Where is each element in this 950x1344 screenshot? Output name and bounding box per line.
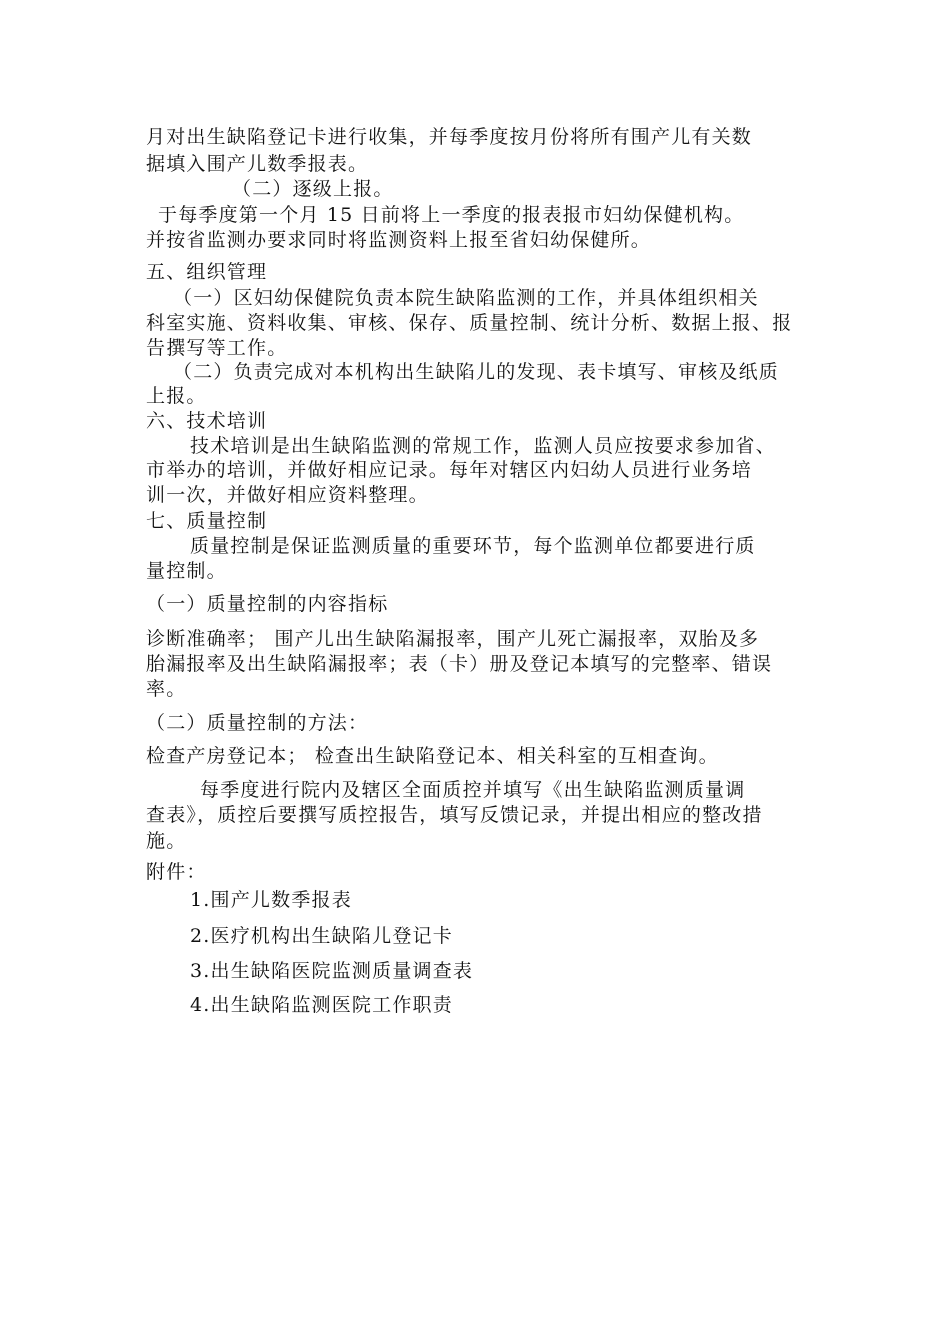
text-line: 查表》，质控后要撰写质控报告，填写反馈记录，并提出相应的整改措	[146, 804, 763, 826]
text-line: 据填入围产儿数季报表。	[146, 153, 369, 175]
text-line: 上报。	[146, 385, 207, 407]
attachment-item: 1.围产儿数季报表	[190, 889, 352, 911]
section-heading: 七、质量控制	[146, 510, 268, 532]
text-line: 每季度进行院内及辖区全面质控并填写《出生缺陷监测质量调	[200, 779, 746, 801]
text-line: 技术培训是出生缺陷监测的常规工作，监测人员应按要求参加省、	[190, 435, 776, 457]
attachment-item: 4.出生缺陷监测医院工作职责	[190, 994, 453, 1016]
text-line: （二）负责完成对本机构出生缺陷儿的发现、表卡填写、审核及纸质	[173, 361, 780, 383]
text-line: 检查产房登记本； 检查出生缺陷登记本、相关科室的互相查询。	[146, 745, 719, 767]
text-line: （一）区妇幼保健院负责本院生缺陷监测的工作，并具体组织相关	[173, 287, 759, 309]
attachment-item: 2.医疗机构出生缺陷儿登记卡	[190, 925, 453, 947]
text-line: 市举办的培训，并做好相应记录。每年对辖区内妇幼人员进行业务培	[146, 459, 753, 481]
text-line: 并按省监测办要求同时将监测资料上报至省妇幼保健所。	[146, 229, 652, 251]
text-line: 诊断准确率； 围产儿出生缺陷漏报率，围产儿死亡漏报率，双胎及多	[146, 628, 760, 650]
text-line: 质量控制是保证监测质量的重要环节，每个监测单位都要进行质	[190, 535, 756, 557]
text-line: 率。	[146, 678, 187, 700]
text-line: 于每季度第一个月 15 日前将上一季度的报表报市妇幼保健机构。	[158, 204, 745, 226]
text-line: 胎漏报率及出生缺陷漏报率；表（卡）册及登记本填写的完整率、错误	[146, 653, 773, 675]
section-heading: 五、组织管理	[146, 261, 268, 283]
text-line: 施。	[146, 830, 187, 852]
text-line: 量控制。	[146, 560, 227, 582]
text-line: 科室实施、资料收集、审核、保存、质量控制、统计分析、数据上报、报	[146, 312, 793, 334]
section-subheading: （二）质量控制的方法：	[146, 712, 369, 734]
attachment-item: 3.出生缺陷医院监测质量调查表	[190, 960, 474, 982]
text-line: 月对出生缺陷登记卡进行收集，并每季度按月份将所有围产儿有关数	[146, 126, 753, 148]
section-subheading: （一）质量控制的内容指标	[146, 593, 389, 615]
text-line: 训一次，并做好相应资料整理。	[146, 484, 429, 506]
text-line: 告撰写等工作。	[146, 337, 288, 359]
attachments-heading: 附件：	[146, 861, 207, 883]
section-subheading: （二）逐级上报。	[232, 178, 394, 200]
section-heading: 六、技术培训	[146, 410, 268, 432]
